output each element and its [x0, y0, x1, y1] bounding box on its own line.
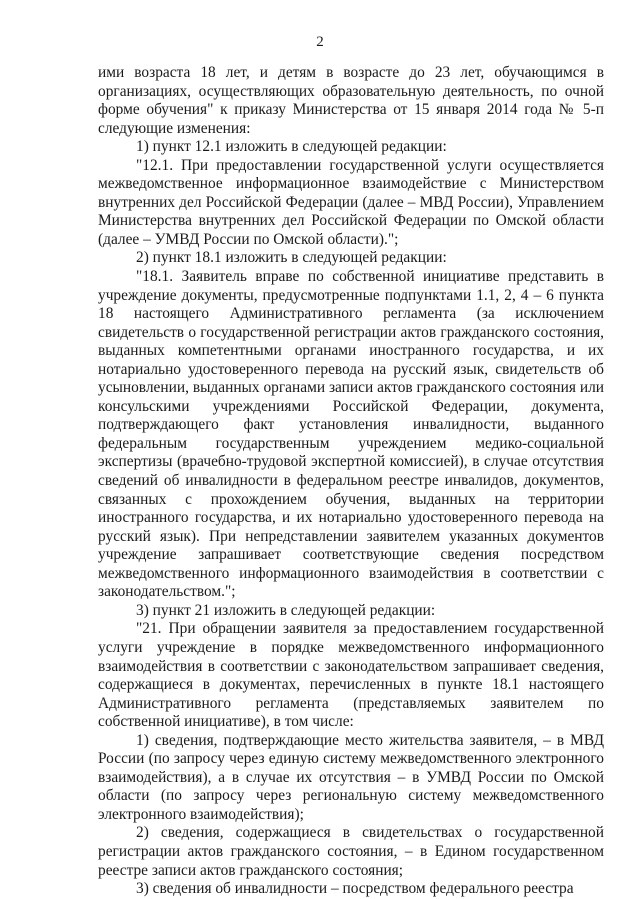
- paragraph-item-1: 1) пункт 12.1 изложить в следующей редакции:: [136, 138, 447, 156]
- page-number: 2: [316, 34, 324, 50]
- paragraph-subitem-1: 1) сведения, подтверждающие место жительства заявителя, – в МВД России (по запросу через единую систему межведомственного электронного взаимодействия), а в случае их отсутствия – в УМВД России по Омской области (по запросу через региональную систему межведомственного электронного взаимодействия);: [98, 731, 604, 823]
- paragraph-clause-18-1: "18.1. Заявитель вправе по собственной инициативе представить в учреждение документы, предусмотренные подпунктами 1.1, 2, 4 – 6 пункта 18 настоящего Административного регламента (за исключением свидетельств о государственной регистрации актов гражданского состояния, выданных компетентными органами иностранного государства, и их нотариально удостоверенного перевода на русский язык, свидетельств об усыновлении, выданных органами записи актов гражданского состояния или консульскими учреждениями Российской Федерации, документа, подтверждающего факт установления инвалидности, выданного федеральным государственным учреждением медико-социальной экспертизы (врачебно-трудовой экспертной комиссией), в случае отсутствия сведений об инвалидности в федеральном реестре инвалидов, документов, связанных с прохождением обучения, выданных на территории иностранного государства, и их нотариально удостоверенного перевода на русский язык). При непредставлении заявителем указанных документов учреждение запрашивает соответствующие сведения посредством межведомственного информационного взаимодействия в соответствии с законодательством.";: [98, 268, 604, 601]
- paragraph-item-2: 2) пункт 18.1 изложить в следующей редакции:: [136, 249, 447, 267]
- document-body: [98, 64, 604, 899]
- paragraph-clause-21: "21. При обращении заявителя за предоставлением государственной услуги учреждение в порядке межведомственного информационного взаимодействия в соответствии с законодательством запрашивает сведения, содержащиеся в документах, перечисленных в пункте 18.1 настоящего Административного регламента (представляемых заявителем по собственной инициативе), в том числе:: [98, 620, 604, 731]
- paragraph-subitem-3: 3) сведения об инвалидности – посредством федерального реестра: [136, 880, 574, 898]
- paragraph-subitem-2: 2) сведения, содержащиеся в свидетельствах о государственной регистрации актов гражданского состояния, – в Едином государственном реестре записи актов гражданского состояния;: [98, 824, 604, 879]
- paragraph-item-3: 3) пункт 21 изложить в следующей редакции:: [136, 601, 436, 619]
- paragraph-intro: ими возраста 18 лет, и детям в возрасте до 23 лет, обучающимся в организациях, осуществляющих образовательную деятельность, по очной форме обучения" к приказу Министерства от 15 января 2014 года № 5-п следующие изменения:: [98, 64, 604, 137]
- paragraph-clause-12-1: "12.1. При предоставлении государственной услуги осуществляется межведомственное информационное взаимодействие с Министерством внутренних дел Российской Федерации (далее – МВД России), Управлением Министерства внутренних дел Российской Федерации по Омской области (далее – УМВД России по Омской области).";: [98, 156, 604, 248]
